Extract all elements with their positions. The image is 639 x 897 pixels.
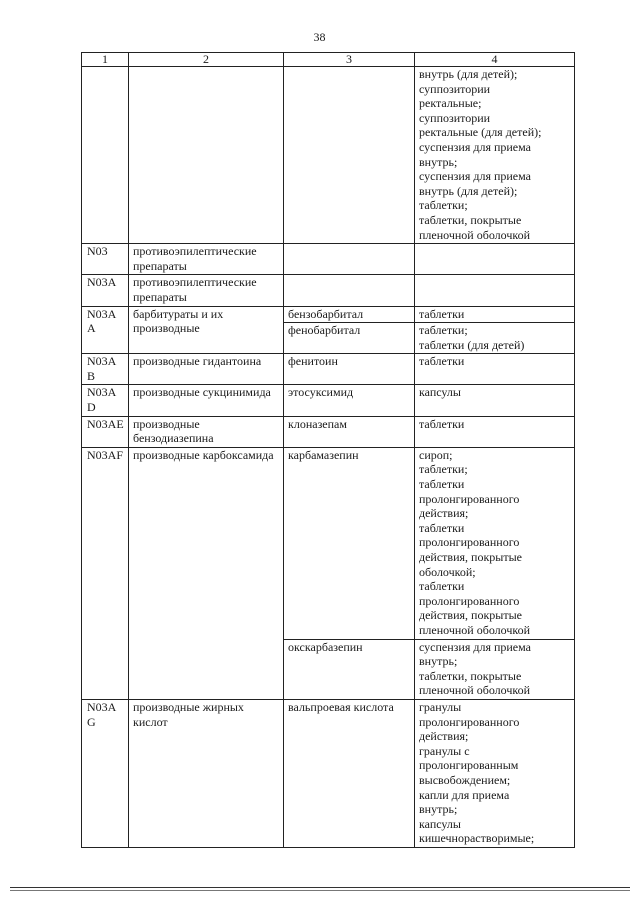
dosage-form-line: таблетки (для детей) xyxy=(419,337,525,352)
dosage-form-line: таблетки; xyxy=(419,462,468,477)
table-body xyxy=(82,67,575,848)
drug-name-cell: клоназепам xyxy=(284,416,415,447)
drug-name-cell: вальпроевая кислота xyxy=(284,699,415,847)
column-header: 2 xyxy=(129,53,284,67)
dosage-form-cell xyxy=(415,354,575,385)
dosage-form-line: таблетки, покрытые xyxy=(419,212,522,227)
group-name-cell: производные гидантоина xyxy=(129,354,284,385)
atc-code-cell: N03AG xyxy=(82,699,129,847)
dosage-form-line: гранулы xyxy=(419,699,462,714)
atc-code-cell: N03AD xyxy=(82,385,129,416)
table-row xyxy=(82,67,575,244)
table-row xyxy=(82,354,575,385)
table-row xyxy=(82,306,575,323)
dosage-form-line: пленочной оболочкой xyxy=(419,683,531,698)
dosage-form-line: ректальные (для детей); xyxy=(419,125,542,140)
footer-rule-secondary xyxy=(10,890,630,891)
dosage-form-line: суппозитории xyxy=(419,110,491,125)
dosage-form-line: таблетки xyxy=(419,579,465,594)
column-header: 4 xyxy=(415,53,575,67)
dosage-form-line: сироп; xyxy=(419,447,453,462)
dosage-form-line: пролонгированного xyxy=(419,714,520,729)
dosage-form-cell xyxy=(415,639,575,699)
dosage-form-line: таблетки xyxy=(419,520,465,535)
dosage-form-line: суспензия для приема xyxy=(419,169,531,184)
atc-code-cell: N03AA xyxy=(82,306,129,354)
atc-code-cell: N03AF xyxy=(82,447,129,699)
dosage-form-line: таблетки xyxy=(419,416,465,431)
drug-name-cell: фенобарбитал xyxy=(284,323,415,354)
drug-name-cell xyxy=(284,244,415,275)
page-number: 38 xyxy=(313,30,326,44)
group-name-cell: производные жирных кислот xyxy=(129,699,284,847)
dosage-form-line: таблетки, покрытые xyxy=(419,668,522,683)
dosage-form-cell xyxy=(415,416,575,447)
dosage-form-cell xyxy=(415,275,575,306)
atc-code-cell: N03A xyxy=(82,275,129,306)
dosage-form-line: таблетки xyxy=(419,354,465,369)
group-name-cell: производные бензодиазепина xyxy=(129,416,284,447)
atc-code-cell: N03 xyxy=(82,244,129,275)
dosage-form-line: оболочкой; xyxy=(419,564,476,579)
drug-name-cell: этосуксимид xyxy=(284,385,415,416)
group-name-cell: противоэпилептические препараты xyxy=(129,244,284,275)
table-row xyxy=(82,447,575,639)
drug-name-cell: карбамазепин xyxy=(284,447,415,639)
dosage-form-cell xyxy=(415,385,575,416)
dosage-form-line: таблетки xyxy=(419,306,465,321)
dosage-form-line: суспензия для приема xyxy=(419,639,531,654)
dosage-form-line: таблетки; xyxy=(419,323,468,338)
dosage-form-line: пролонгированного xyxy=(419,491,520,506)
dosage-form-line: таблетки xyxy=(419,477,465,492)
dosage-form-cell xyxy=(415,244,575,275)
drug-name-cell: бензобарбитал xyxy=(284,306,415,323)
drug-name-cell: фенитоин xyxy=(284,354,415,385)
dosage-form-line: внутрь (для детей); xyxy=(419,183,518,198)
dosage-form-cell xyxy=(415,306,575,323)
atc-code-cell xyxy=(82,67,129,244)
dosage-form-line: пролонгированным xyxy=(419,758,519,773)
column-header: 3 xyxy=(284,53,415,67)
dosage-form-cell xyxy=(415,447,575,639)
group-name-cell: производные сукцинимида xyxy=(129,385,284,416)
group-name-cell: барбитураты и их производные xyxy=(129,306,284,354)
dosage-form-line: внутрь (для детей); xyxy=(419,67,518,81)
drug-name-cell xyxy=(284,275,415,306)
table-row xyxy=(82,385,575,416)
dosage-form-line: действия, покрытые xyxy=(419,608,522,623)
dosage-form-line: пленочной оболочкой xyxy=(419,227,531,242)
dosage-form-cell xyxy=(415,323,575,354)
dosage-form-line: действия, покрытые xyxy=(419,550,522,564)
group-name-cell: противоэпилептические препараты xyxy=(129,275,284,306)
dosage-form-cell xyxy=(415,699,575,847)
dosage-form-line: пролонгированного xyxy=(419,535,520,550)
drug-name-cell xyxy=(284,67,415,244)
dosage-form-cell xyxy=(415,67,575,244)
dosage-form-line: ректальные; xyxy=(419,96,482,111)
dosage-form-line: суспензия для приема xyxy=(419,139,531,154)
table-row xyxy=(82,244,575,275)
dosage-form-line: действия; xyxy=(419,729,469,744)
dosage-form-line: кишечнорастворимые; xyxy=(419,831,535,846)
dosage-form-line: пленочной оболочкой xyxy=(419,622,531,637)
dosage-form-line: капсулы xyxy=(419,385,461,400)
dosage-form-line: таблетки; xyxy=(419,198,468,213)
dosage-form-line: гранулы с xyxy=(419,743,470,758)
dosage-form-line: внутрь; xyxy=(419,802,458,817)
group-name-cell: производные карбоксамида xyxy=(129,447,284,699)
dosage-form-line: капли для приема xyxy=(419,787,510,802)
table-row xyxy=(82,416,575,447)
dosage-form-line: капсулы xyxy=(419,816,461,831)
atc-code-cell: N03AB xyxy=(82,354,129,385)
dosage-form-line: внутрь; xyxy=(419,154,458,169)
dosage-form-line: внутрь; xyxy=(419,654,458,669)
column-header: 1 xyxy=(82,53,129,67)
drug-table xyxy=(81,52,575,848)
table-row xyxy=(82,699,575,847)
dosage-form-line: высвобождением; xyxy=(419,772,511,787)
table-row xyxy=(82,275,575,306)
footer-rule xyxy=(10,887,630,888)
dosage-form-line: суппозитории xyxy=(419,81,491,96)
dosage-form-line: пролонгированного xyxy=(419,593,520,608)
dosage-form-line: действия; xyxy=(419,506,469,521)
group-name-cell xyxy=(129,67,284,244)
table-header-row xyxy=(82,53,575,67)
drug-name-cell: окскарбазепин xyxy=(284,639,415,699)
atc-code-cell: N03AE xyxy=(82,416,129,447)
